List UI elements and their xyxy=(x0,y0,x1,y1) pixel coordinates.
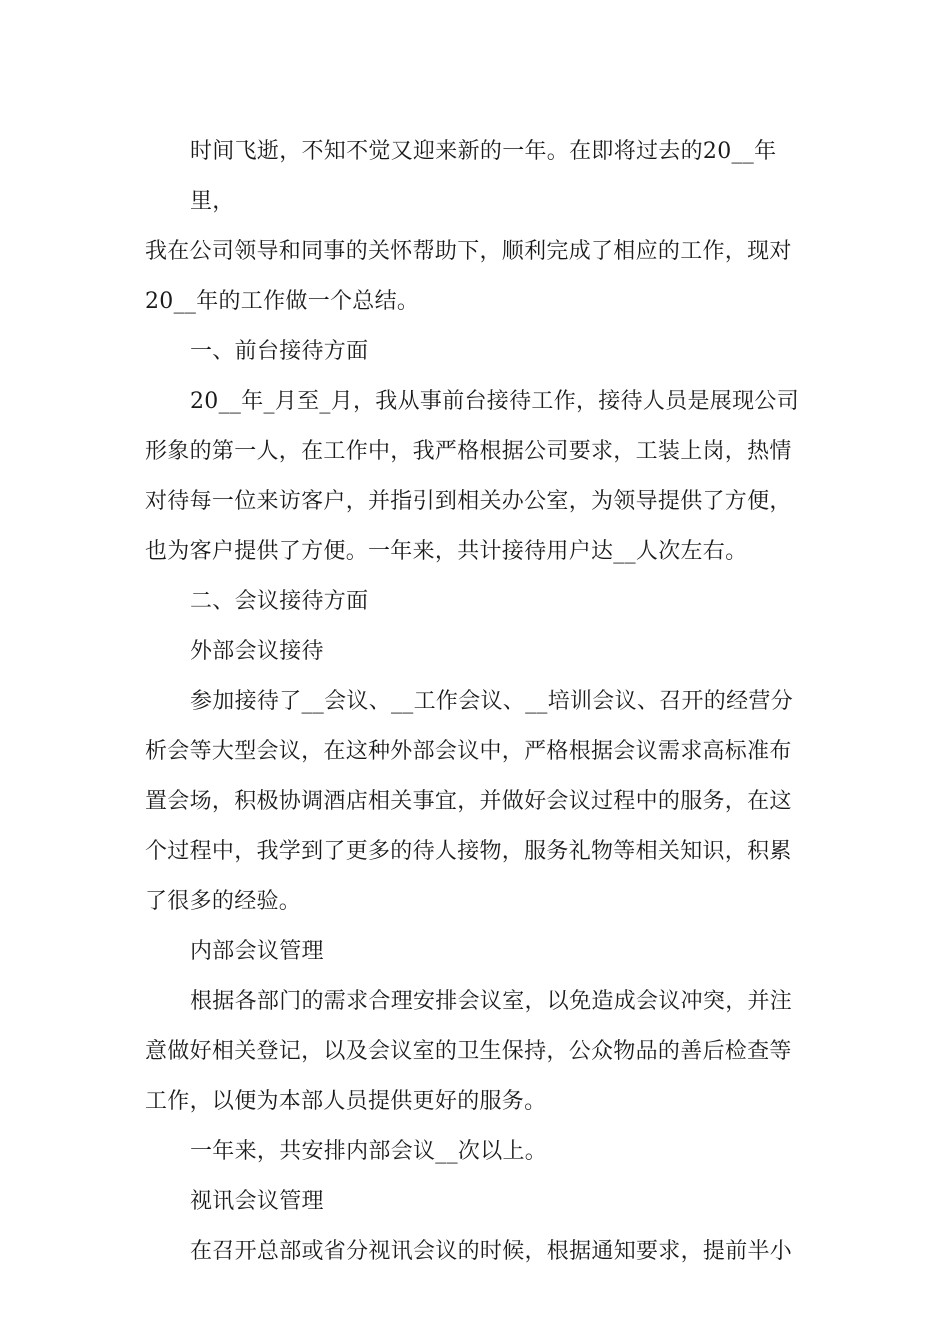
body-line: 了很多的经验。 xyxy=(145,889,302,914)
body-line: 形象的第一人，在工作中，我严格根据公司要求，工装上岗，热情 xyxy=(145,439,792,464)
body-line: 意做好相关登记，以及会议室的卫生保持，公众物品的善后检查等 xyxy=(145,1039,792,1064)
body-line: 时间飞逝，不知不觉又迎来新的一年。在即将过去的20__年里， xyxy=(190,139,777,214)
document-body xyxy=(145,127,810,1277)
section-heading: 一、前台接待方面 xyxy=(190,339,369,364)
body-line: 工作，以便为本部人员提供更好的服务。 xyxy=(145,1089,547,1114)
subsection-heading: 视讯会议管理 xyxy=(190,1189,324,1214)
body-line: 个过程中，我学到了更多的待人接物，服务礼物等相关知识，积累 xyxy=(145,839,792,864)
body-line: 20__年_月至_月，我从事前台接待工作，接待人员是展现公司 xyxy=(190,389,799,414)
body-line: 20__年的工作做一个总结。 xyxy=(145,289,420,314)
body-line: 对待每一位来访客户，并指引到相关办公室，为领导提供了方便， xyxy=(145,489,792,514)
body-line: 也为客户提供了方便。一年来，共计接待用户达__人次左右。 xyxy=(145,539,748,564)
body-line: 参加接待了__会议、__工作会议、__培训会议、召开的经营分 xyxy=(190,689,794,714)
body-line: 在召开总部或省分视讯会议的时候，根据通知要求，提前半小 xyxy=(190,1239,793,1264)
section-heading: 二、会议接待方面 xyxy=(190,589,369,614)
body-line: 根据各部门的需求合理安排会议室，以免造成会议冲突，并注 xyxy=(190,989,793,1014)
subsection-heading: 内部会议管理 xyxy=(190,939,324,964)
body-line: 一年来，共安排内部会议__次以上。 xyxy=(190,1139,548,1164)
body-line: 我在公司领导和同事的关怀帮助下，顺利完成了相应的工作，现对 xyxy=(145,239,792,264)
subsection-heading: 外部会议接待 xyxy=(190,639,324,664)
body-line: 析会等大型会议，在这种外部会议中，严格根据会议需求高标准布 xyxy=(145,739,792,764)
body-line: 置会场，积极协调酒店相关事宜，并做好会议过程中的服务，在这 xyxy=(145,789,792,814)
